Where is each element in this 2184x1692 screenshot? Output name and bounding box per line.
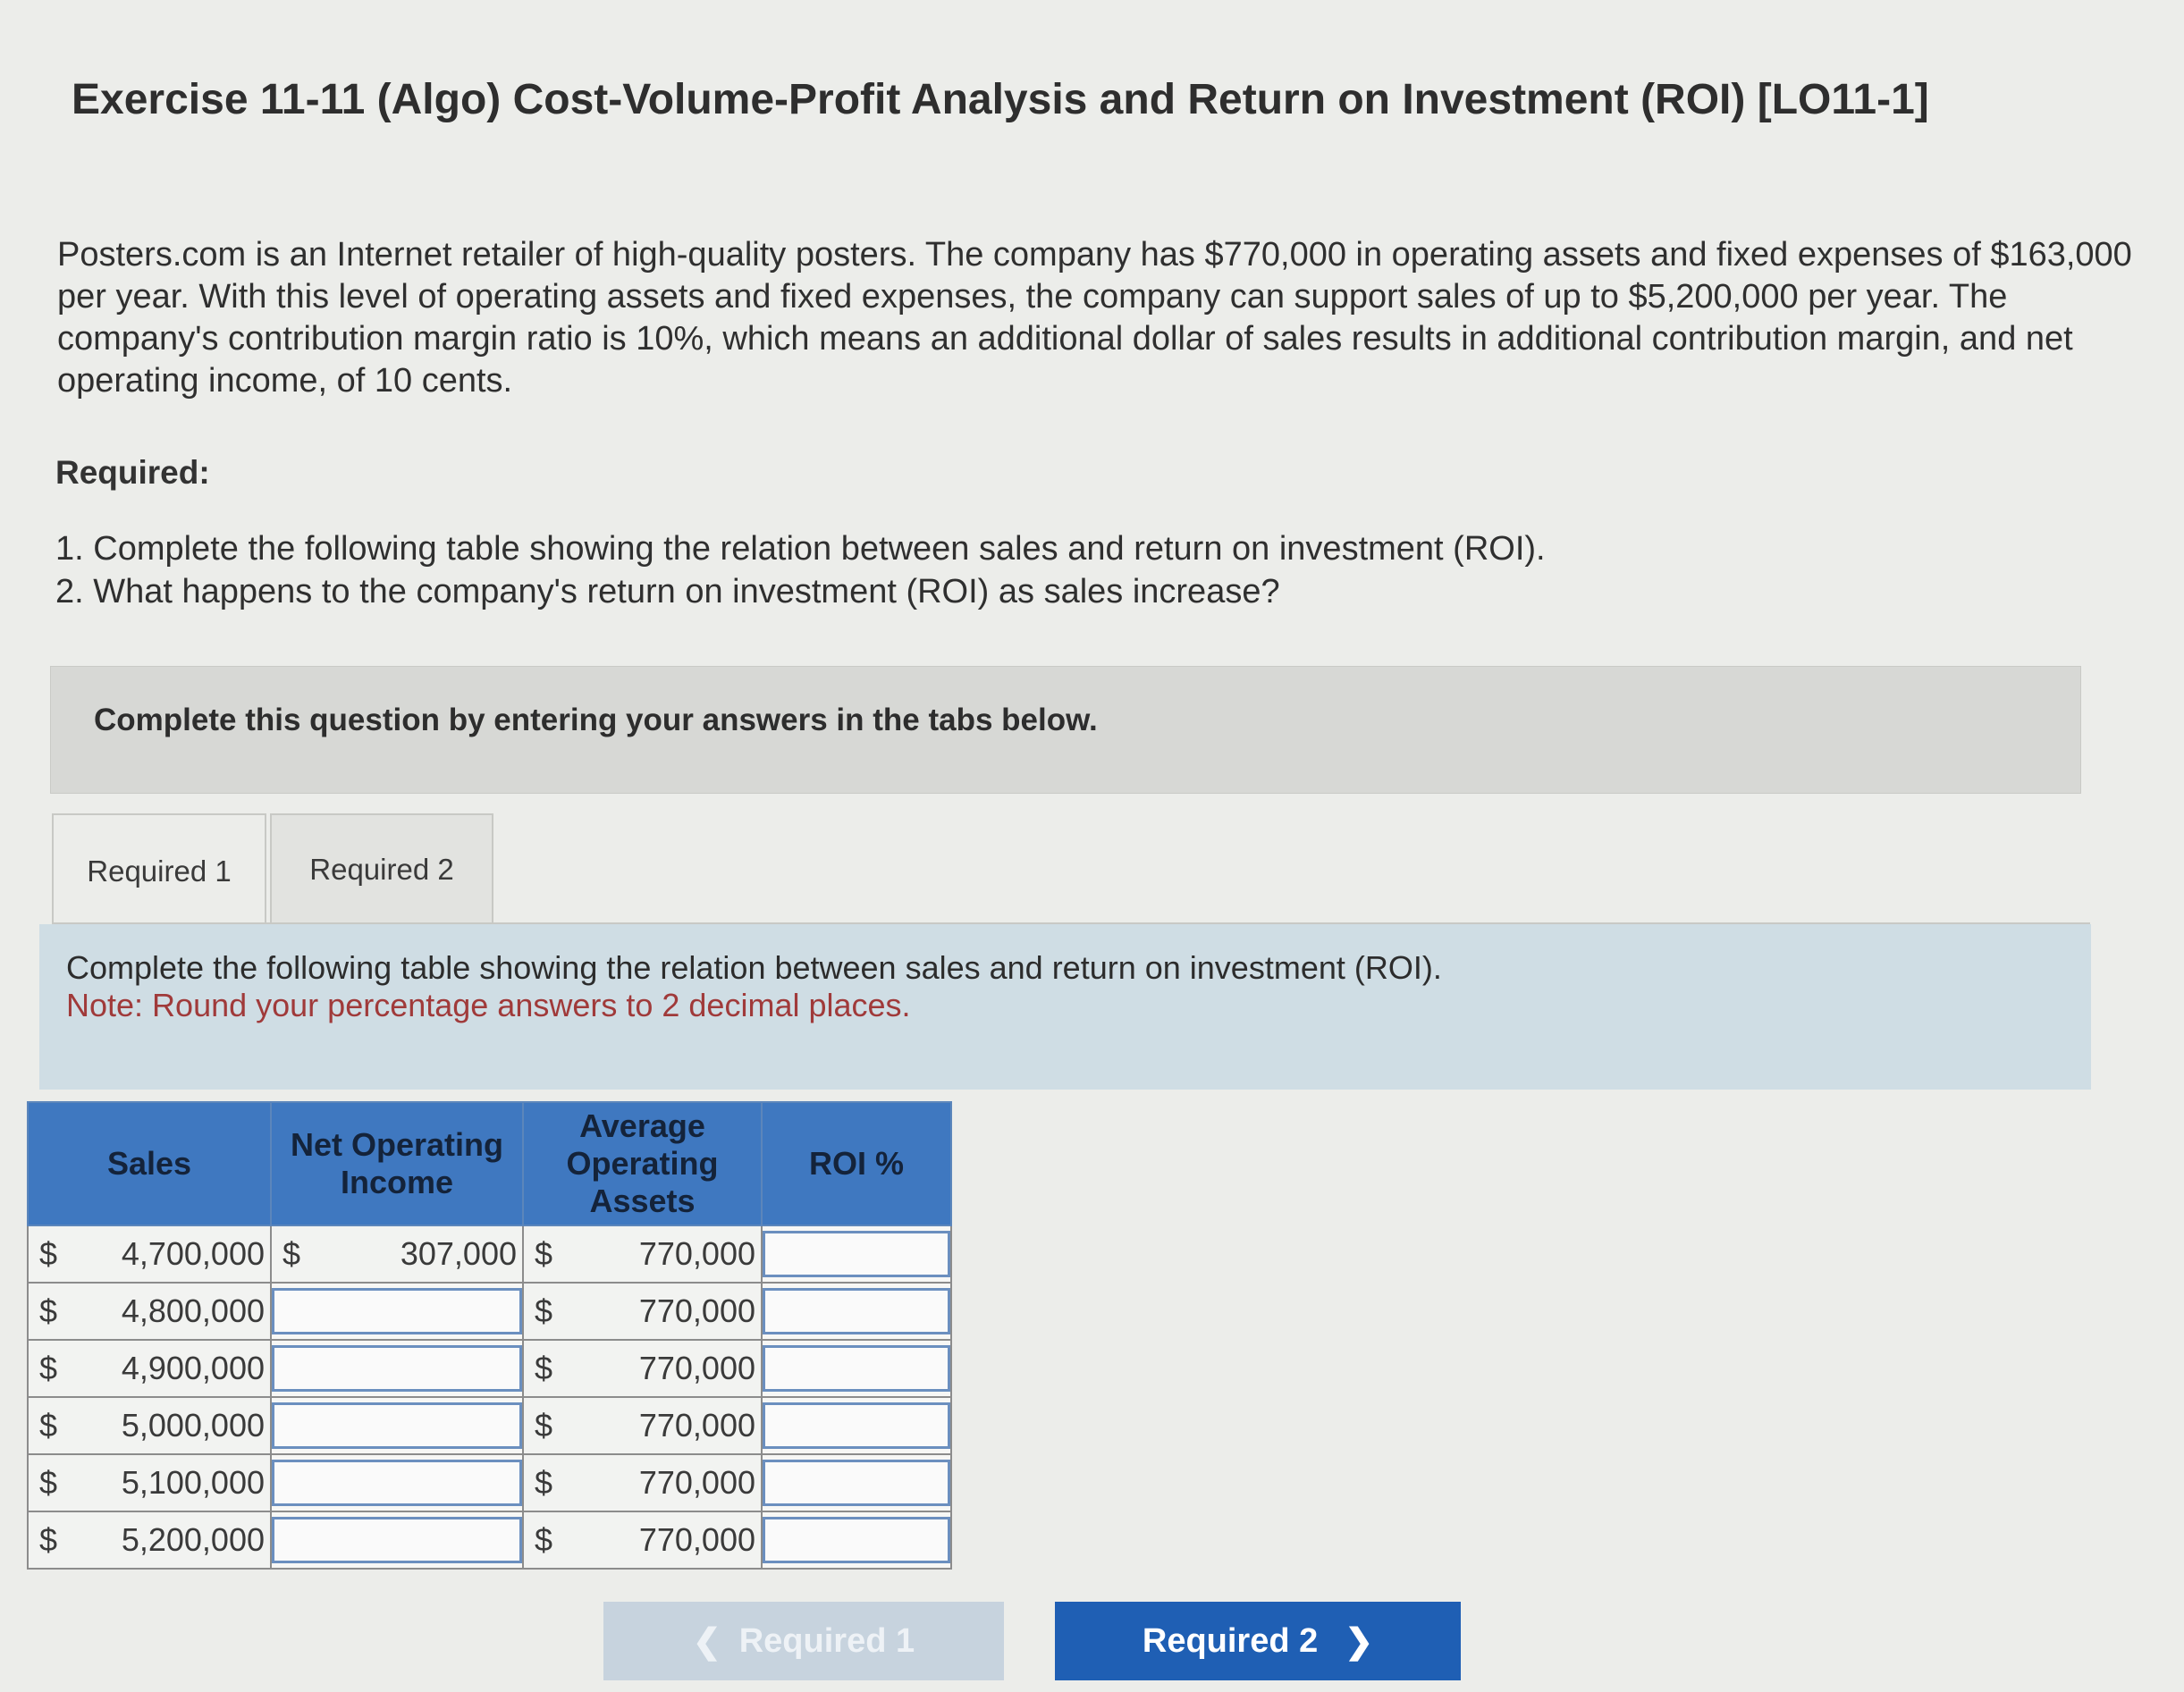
assets-value: 770,000 xyxy=(638,1521,755,1558)
table-row xyxy=(28,1511,951,1569)
roi-cell xyxy=(762,1225,951,1283)
roi-input[interactable] xyxy=(763,1402,950,1449)
assets-value: 770,000 xyxy=(638,1350,755,1386)
assets-cell xyxy=(523,1283,762,1340)
header-average-operating-assets: Average Operating Assets xyxy=(523,1102,762,1225)
assets-cell xyxy=(523,1225,762,1283)
currency-symbol: $ xyxy=(535,1407,553,1444)
noi-value: 307,000 xyxy=(400,1235,517,1272)
roi-cell xyxy=(762,1511,951,1569)
sales-cell xyxy=(28,1397,271,1454)
noi-cell xyxy=(271,1511,523,1569)
noi-cell xyxy=(271,1283,523,1340)
header-sales: Sales xyxy=(28,1102,271,1225)
assets-value: 770,000 xyxy=(638,1407,755,1444)
currency-symbol: $ xyxy=(535,1235,553,1272)
header-net-operating-income: Net Operating Income xyxy=(271,1102,523,1225)
currency-symbol: $ xyxy=(535,1464,553,1501)
currency-symbol: $ xyxy=(535,1521,553,1558)
currency-symbol: $ xyxy=(535,1292,553,1329)
table-row xyxy=(28,1283,951,1340)
roi-input[interactable] xyxy=(763,1460,950,1506)
instructions-panel xyxy=(39,924,2091,1090)
currency-symbol: $ xyxy=(39,1521,58,1558)
requirement-1: 1. Complete the following table showing the relation between sales and return on investment (ROI). xyxy=(55,530,1546,568)
currency-symbol: $ xyxy=(39,1407,58,1444)
instruction-banner xyxy=(50,666,2081,794)
exercise-title: Exercise 11-11 (Algo) Cost-Volume-Profit Analysis and Return on Investment (ROI) [LO11-1] xyxy=(72,76,1929,123)
currency-symbol: $ xyxy=(39,1464,58,1501)
sales-cell xyxy=(28,1225,271,1283)
assets-value: 770,000 xyxy=(638,1292,755,1329)
assets-cell xyxy=(523,1397,762,1454)
noi-input[interactable] xyxy=(272,1517,522,1563)
sales-cell xyxy=(28,1283,271,1340)
roi-input[interactable] xyxy=(763,1517,950,1563)
table-header-row xyxy=(28,1102,951,1225)
sales-cell xyxy=(28,1511,271,1569)
tab-required-2[interactable]: Required 2 xyxy=(270,813,493,924)
currency-symbol: $ xyxy=(39,1350,58,1386)
currency-symbol: $ xyxy=(535,1350,553,1386)
currency-symbol: $ xyxy=(282,1235,301,1272)
sales-value: 4,800,000 xyxy=(121,1292,265,1329)
noi-cell xyxy=(271,1225,523,1283)
assets-value: 770,000 xyxy=(638,1464,755,1501)
roi-input[interactable] xyxy=(763,1231,950,1277)
currency-symbol: $ xyxy=(39,1292,58,1329)
noi-input[interactable] xyxy=(272,1460,522,1506)
roi-table xyxy=(27,1101,952,1570)
requirements-list xyxy=(55,527,2112,613)
noi-input[interactable] xyxy=(272,1345,522,1392)
tab-required-1[interactable]: Required 1 xyxy=(52,813,266,928)
sales-cell xyxy=(28,1340,271,1397)
roi-cell xyxy=(762,1340,951,1397)
previous-button-label: Required 1 xyxy=(738,1621,915,1660)
requirement-2: 2. What happens to the company's return on investment (ROI) as sales increase? xyxy=(55,573,1280,610)
rounding-note: Note: Round your percentage answers to 2 decimal places. xyxy=(66,987,911,1023)
noi-cell xyxy=(271,1397,523,1454)
instructions-text: Complete the following table showing the relation between sales and return on investment (ROI). xyxy=(66,949,1442,986)
assets-cell xyxy=(523,1511,762,1569)
roi-cell xyxy=(762,1454,951,1511)
problem-intro: Posters.com is an Internet retailer of high-quality posters. The company has $770,000 in operating assets and fixed expenses of $163,000 per year. With this level of operating assets and fixed expenses, the company can support sales of up to $5,200,000 per year. The company's contribution margin ratio is 10%, which means an additional dollar of sales results in additional contribution margin, and net operating income, of 10 cents. xyxy=(57,236,2132,400)
table-row xyxy=(28,1397,951,1454)
roi-input[interactable] xyxy=(763,1288,950,1334)
noi-input[interactable] xyxy=(272,1288,522,1334)
table-row xyxy=(28,1340,951,1397)
banner-text: Complete this question by entering your answers in the tabs below. xyxy=(94,703,1098,737)
table-row xyxy=(28,1225,951,1283)
noi-input[interactable] xyxy=(272,1402,522,1449)
noi-cell xyxy=(271,1340,523,1397)
noi-cell xyxy=(271,1454,523,1511)
header-roi: ROI % xyxy=(762,1102,951,1225)
sales-cell xyxy=(28,1454,271,1511)
assets-value: 770,000 xyxy=(638,1235,755,1272)
sales-value: 5,100,000 xyxy=(121,1464,265,1501)
table-row xyxy=(28,1454,951,1511)
required-heading: Required: xyxy=(55,454,210,491)
chevron-left-icon: ❮ xyxy=(692,1622,721,1661)
sales-value: 5,000,000 xyxy=(121,1407,265,1444)
assets-cell xyxy=(523,1340,762,1397)
chevron-right-icon: ❯ xyxy=(1345,1622,1374,1661)
assets-cell xyxy=(523,1454,762,1511)
previous-required-button[interactable] xyxy=(603,1602,1004,1680)
next-required-button[interactable] xyxy=(1055,1602,1461,1680)
sales-value: 4,700,000 xyxy=(121,1235,265,1272)
roi-cell xyxy=(762,1283,951,1340)
sales-value: 5,200,000 xyxy=(121,1521,265,1558)
next-button-label: Required 2 xyxy=(1142,1621,1319,1660)
sales-value: 4,900,000 xyxy=(121,1350,265,1386)
currency-symbol: $ xyxy=(39,1235,58,1272)
roi-cell xyxy=(762,1397,951,1454)
roi-input[interactable] xyxy=(763,1345,950,1392)
